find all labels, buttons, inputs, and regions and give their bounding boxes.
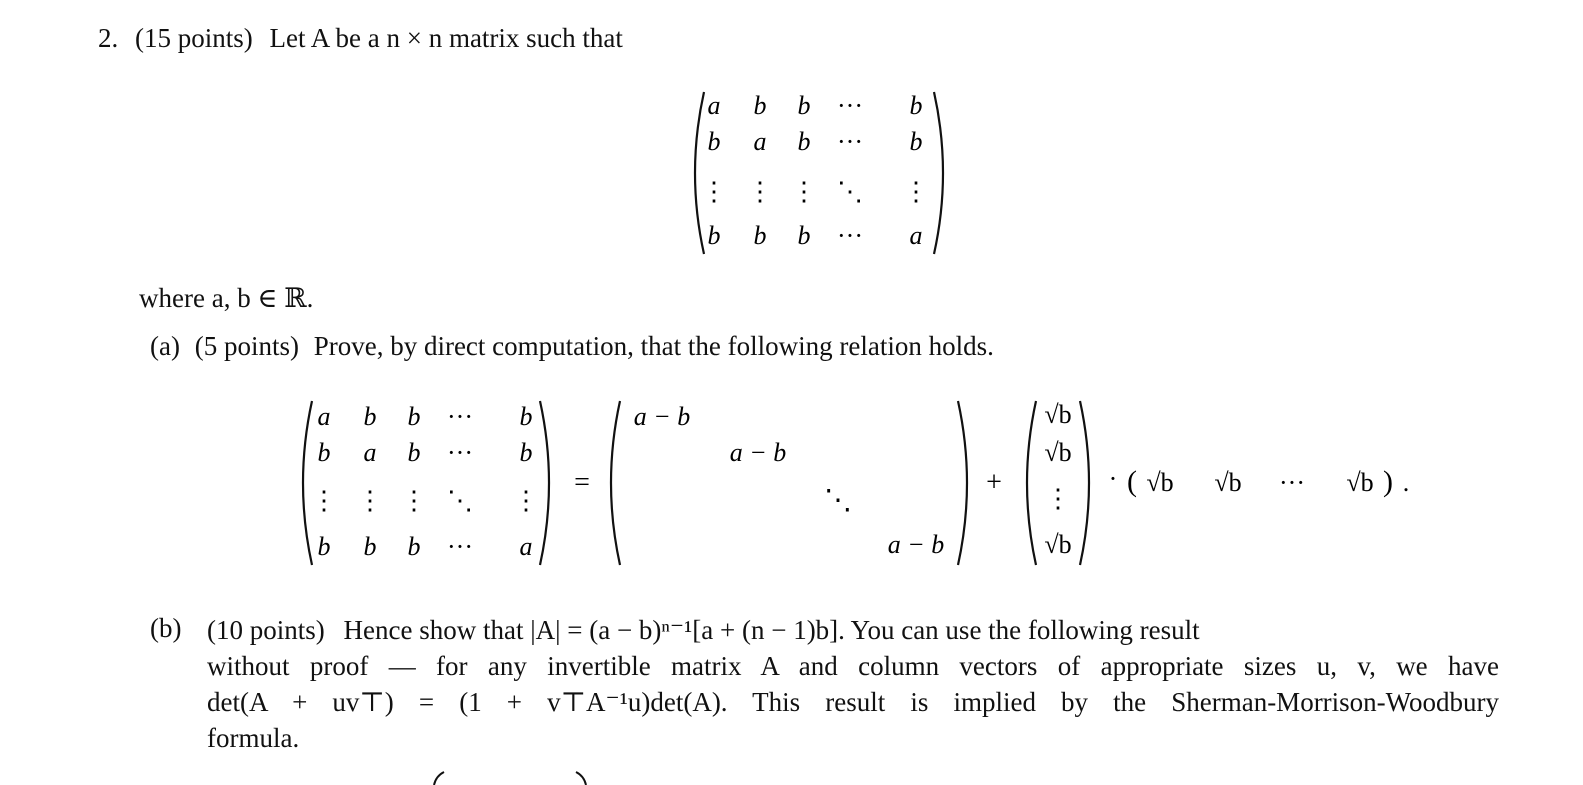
equation-period: . [1402, 468, 1410, 497]
matrix-a-cells [701, 91, 929, 250]
matrix-left-cell-r1-c3: ··· [447, 438, 473, 467]
problem-points: (15 points) [135, 23, 253, 53]
matrix-left-cell-r2-c3: ⋱ [447, 486, 473, 515]
part-a-header [150, 332, 994, 362]
matrix-a-cell-r2-c4: ⋮ [903, 177, 929, 206]
matrix-left-cell-r2-c4: ⋮ [513, 486, 539, 515]
col-sqrtb-2: √b [1044, 438, 1072, 467]
matrix-a-cell-r2-c0: ⋮ [701, 177, 727, 206]
matrix-a-cell-r0-c2: b [797, 91, 811, 120]
row-dots: ··· [1279, 468, 1305, 497]
matrix-left-cells [311, 402, 539, 561]
part-a-points: (5 points) [194, 331, 299, 361]
part-b-line-1-text: Hence show that |A| = (a − b)ⁿ⁻¹[a + (n − 1)b]. You can use the following result [343, 615, 1200, 645]
row-open-paren: ( [1127, 465, 1137, 498]
matrix-left-cell-r3-c1: b [363, 532, 377, 561]
matrix-a-cell-r1-c4: b [909, 127, 923, 156]
matrix-a-display [684, 88, 954, 258]
diag-entry-1: a − b [633, 402, 691, 431]
diag-entry-2: a − b [729, 438, 787, 467]
left-paren [695, 92, 704, 254]
row-close-paren: ) [1383, 465, 1393, 498]
where-text: where a, b ∈ ℝ. [139, 283, 314, 313]
matrix-a-cell-r0-c4: b [909, 91, 923, 120]
col-vdots: ⋮ [1045, 484, 1071, 513]
part-b-line-2: without proof — for any invertible matrix A and column vectors of appropriate sizes u, v, we have [207, 651, 1499, 681]
where-clause [139, 284, 313, 314]
part-a-equation [290, 395, 1430, 570]
part-b-line-3: det(A + uv⊤) = (1 + v⊤A⁻¹u)det(A). This result is implied by the Sherman-Morrison-Woodbury [207, 687, 1499, 717]
matrix-a-cell-r0-c1: b [753, 91, 767, 120]
matrix-left-cell-r3-c3: ··· [447, 532, 473, 561]
matrix-left-cell-r1-c1: a [363, 438, 377, 467]
equals-sign: = [574, 467, 590, 498]
col-sqrtb-n: √b [1044, 530, 1072, 559]
matrix-a-cell-r3-c1: b [753, 221, 767, 250]
matrix-left-cell-r3-c2: b [407, 532, 421, 561]
matrix-a-cell-r1-c0: b [707, 127, 721, 156]
matrix-left-cell-r0-c3: ··· [447, 402, 473, 431]
row-sqrtb-2: √b [1214, 468, 1242, 497]
matrix-a-cell-r1-c1: a [753, 127, 767, 156]
problem-number: 2. [98, 23, 119, 53]
col-sqrtb-1: √b [1044, 400, 1072, 429]
matrix-a-cell-r2-c2: ⋮ [791, 177, 817, 206]
part-b-label: (b) [150, 613, 182, 643]
matrix-a-cell-r3-c2: b [797, 221, 811, 250]
part-b-line-1 [207, 612, 1499, 648]
matrix-left-cell-r0-c1: b [363, 402, 377, 431]
cdot-sign: · [1108, 464, 1118, 493]
matrix-a-cell-r1-c3: ··· [837, 127, 863, 156]
problem-header [98, 24, 623, 54]
row-sqrtb-n: √b [1346, 468, 1374, 497]
diag-entry-n: a − b [887, 530, 945, 559]
part-b-points: (10 points) [207, 615, 325, 645]
matrix-left-cell-r0-c0: a [317, 402, 331, 431]
part-b-body [207, 612, 1507, 756]
matrix-left-cell-r0-c4: b [519, 402, 533, 431]
diag-ddots: ⋱ [824, 485, 852, 516]
matrix-left-cell-r0-c2: b [407, 402, 421, 431]
matrix-a-cell-r2-c1: ⋮ [747, 177, 773, 206]
matrix-left-cell-r2-c0: ⋮ [311, 486, 337, 515]
matrix-a-cell-r3-c4: a [909, 221, 923, 250]
cutoff-next-matrix [430, 770, 590, 785]
matrix-a-cell-r2-c3: ⋱ [837, 177, 863, 206]
right-paren [934, 92, 943, 254]
plus-sign: + [986, 467, 1002, 498]
problem-intro: Let A be a n × n matrix such that [269, 23, 623, 53]
matrix-left-cell-r2-c1: ⋮ [357, 486, 383, 515]
matrix-left-cell-r1-c4: b [519, 438, 533, 467]
part-b-label-block [150, 614, 181, 644]
part-a-label: (a) [150, 331, 180, 361]
matrix-a-cell-r0-c3: ··· [837, 91, 863, 120]
matrix-a-cell-r3-c3: ··· [837, 221, 863, 250]
matrix-left-cell-r2-c2: ⋮ [401, 486, 427, 515]
matrix-a-cell-r0-c0: a [707, 91, 721, 120]
matrix-left-cell-r1-c2: b [407, 438, 421, 467]
matrix-left-cell-r1-c0: b [317, 438, 331, 467]
part-a-text: Prove, by direct computation, that the following relation holds. [313, 331, 994, 361]
matrix-a-cell-r3-c0: b [707, 221, 721, 250]
matrix-left-cell-r3-c0: b [317, 532, 331, 561]
matrix-left-cell-r3-c4: a [519, 532, 533, 561]
matrix-a-cell-r1-c2: b [797, 127, 811, 156]
part-b-line-4: formula. [207, 723, 300, 753]
row-sqrtb-1: √b [1146, 468, 1174, 497]
